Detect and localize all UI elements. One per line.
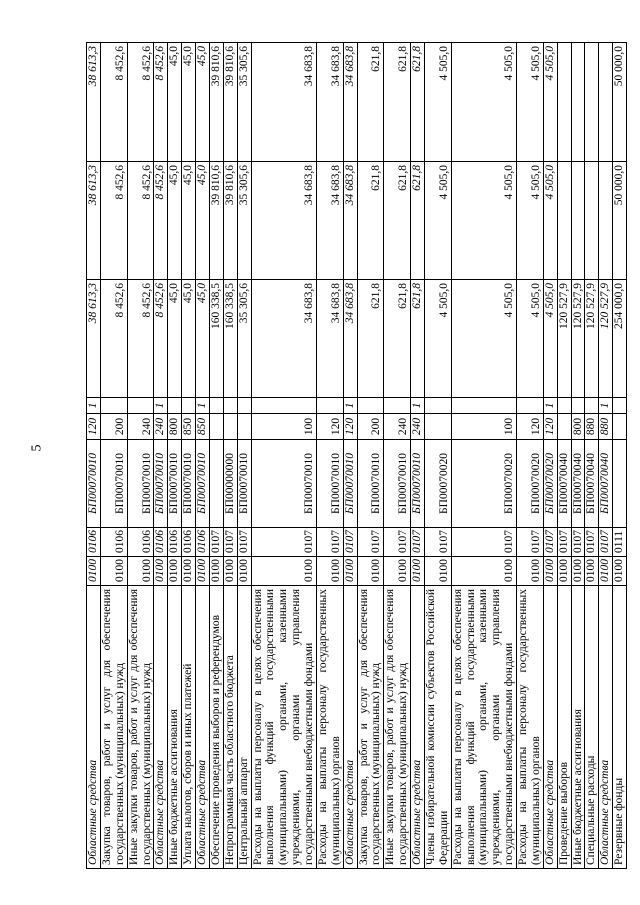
amount-year-1: 4 505,0	[517, 280, 544, 398]
source-code	[251, 398, 316, 414]
target-article-code: БП00070040	[557, 440, 571, 528]
amount-year-1: 34 683,8	[251, 280, 316, 398]
subsection-code: 0107	[384, 528, 411, 557]
expense-type-code	[424, 414, 451, 440]
amount-year-3: 4 505,0	[451, 43, 516, 162]
table-row	[237, 43, 251, 869]
row-name: Специальные расходы	[585, 586, 599, 869]
amount-year-2: 38 613,3	[87, 162, 101, 280]
expense-type-code: 880	[585, 414, 599, 440]
amount-year-3: 45,0	[182, 43, 196, 162]
target-article-code: БП00070010	[343, 440, 357, 528]
section-code: 0100	[343, 557, 357, 586]
target-article-code: БП00070010	[87, 440, 101, 528]
section-code: 0100	[424, 557, 451, 586]
amount-year-3	[571, 43, 585, 162]
amount-year-1: 120 527,9	[557, 280, 571, 398]
row-name: Иные закупки товаров, работ и услуг для обеспечения государственных (муниципальных) нужд	[127, 586, 154, 869]
amount-year-2: 34 683,8	[251, 162, 316, 280]
amount-year-1: 34 683,8	[343, 280, 357, 398]
source-code: 1	[154, 398, 168, 414]
source-code	[557, 398, 571, 414]
expense-type-code: 240	[127, 414, 154, 440]
source-code	[209, 398, 223, 414]
target-article-code: БП00000000	[223, 440, 237, 528]
amount-year-2: 621,8	[384, 162, 411, 280]
expense-type-code: 100	[251, 414, 316, 440]
expense-type-code: 800	[168, 414, 182, 440]
subsection-code: 0106	[100, 528, 127, 557]
source-code	[451, 398, 516, 414]
amount-year-2: 35 305,6	[237, 162, 251, 280]
amount-year-2: 8 452,6	[154, 162, 168, 280]
amount-year-2: 4 505,0	[451, 162, 516, 280]
amount-year-1: 621,8	[411, 280, 425, 398]
amount-year-3: 34 683,8	[316, 43, 343, 162]
source-code: 1	[599, 398, 613, 414]
expense-type-code: 240	[154, 414, 168, 440]
subsection-code: 0107	[517, 528, 544, 557]
row-name: Резервные фонды	[613, 586, 627, 869]
section-code: 0100	[613, 557, 627, 586]
amount-year-2	[585, 162, 599, 280]
source-code	[357, 398, 384, 414]
amount-year-1: 35 305,6	[237, 280, 251, 398]
row-name: Иные закупки товаров, работ и услуг для обеспечения государственных (муниципальных) нужд	[384, 586, 411, 869]
expense-type-code	[209, 414, 223, 440]
table-row	[543, 43, 557, 869]
target-article-code: БП00070010	[357, 440, 384, 528]
target-article-code: БП00070010	[168, 440, 182, 528]
amount-year-2: 621,8	[357, 162, 384, 280]
amount-year-2: 621,8	[411, 162, 425, 280]
row-name: Расходы на выплаты персоналу в целях обеспечения выполнения функций государственными (муниципальными) органами, казенными учреждениями, органами управления государственными внебюджетными фондами	[451, 586, 516, 869]
amount-year-1: 160 338,5	[223, 280, 237, 398]
amount-year-1: 45,0	[168, 280, 182, 398]
row-name: Центральный аппарат	[237, 586, 251, 869]
expense-type-code	[237, 414, 251, 440]
expense-type-code	[223, 414, 237, 440]
target-article-code: БП00070010	[182, 440, 196, 528]
amount-year-2: 45,0	[196, 162, 210, 280]
source-code: 1	[411, 398, 425, 414]
row-name: Уплата налогов, сборов и иных платежей	[182, 586, 196, 869]
table-row	[154, 43, 168, 869]
source-code	[127, 398, 154, 414]
amount-year-1: 4 505,0	[424, 280, 451, 398]
expense-type-code: 240	[384, 414, 411, 440]
section-code: 0100	[223, 557, 237, 586]
section-code: 0100	[87, 557, 101, 586]
expense-type-code: 120	[517, 414, 544, 440]
source-code	[424, 398, 451, 414]
amount-year-3: 621,8	[411, 43, 425, 162]
target-article-code: БП00070010	[384, 440, 411, 528]
row-name: Проведение выборов	[557, 586, 571, 869]
expense-type-code: 200	[357, 414, 384, 440]
amount-year-3	[599, 43, 613, 162]
row-name: Областные средства	[154, 586, 168, 869]
target-article-code: БП00070020	[517, 440, 544, 528]
source-code	[613, 398, 627, 414]
subsection-code: 0107	[411, 528, 425, 557]
section-code: 0100	[585, 557, 599, 586]
subsection-code: 0107	[343, 528, 357, 557]
expense-type-code	[557, 414, 571, 440]
amount-year-1: 4 505,0	[543, 280, 557, 398]
subsection-code: 0107	[357, 528, 384, 557]
source-code	[571, 398, 585, 414]
expense-type-code: 240	[411, 414, 425, 440]
amount-year-1: 120 527,9	[571, 280, 585, 398]
row-name: Иные бюджетные ассигнования	[168, 586, 182, 869]
amount-year-1: 120 527,9	[585, 280, 599, 398]
table-row	[599, 43, 613, 869]
table-row	[87, 43, 101, 869]
table-row	[251, 43, 316, 869]
table-row	[127, 43, 154, 869]
target-article-code: БП00070040	[571, 440, 585, 528]
table-row	[411, 43, 425, 869]
amount-year-2: 34 683,8	[343, 162, 357, 280]
table-row	[517, 43, 544, 869]
source-code: 1	[543, 398, 557, 414]
source-code	[517, 398, 544, 414]
amount-year-2: 34 683,8	[316, 162, 343, 280]
target-article-code: БП00070020	[543, 440, 557, 528]
subsection-code: 0107	[223, 528, 237, 557]
row-name: Областные средства	[343, 586, 357, 869]
source-code: 1	[196, 398, 210, 414]
amount-year-1: 254 000,0	[613, 280, 627, 398]
amount-year-3: 4 505,0	[424, 43, 451, 162]
amount-year-3	[557, 43, 571, 162]
amount-year-2: 39 810,6	[223, 162, 237, 280]
source-code	[384, 398, 411, 414]
amount-year-3: 4 505,0	[543, 43, 557, 162]
amount-year-2: 39 810,6	[209, 162, 223, 280]
amount-year-2: 4 505,0	[424, 162, 451, 280]
amount-year-1: 34 683,8	[316, 280, 343, 398]
table-row	[196, 43, 210, 869]
section-code: 0100	[251, 557, 316, 586]
row-name: Расходы на выплаты персоналу государственных (муниципальных) органов	[517, 586, 544, 869]
amount-year-3: 4 505,0	[517, 43, 544, 162]
row-name: Члены избирательной комиссии субъектов Российской Федерации	[424, 586, 451, 869]
amount-year-2: 50 000,0	[613, 162, 627, 280]
amount-year-3: 8 452,6	[100, 43, 127, 162]
subsection-code: 0107	[209, 528, 223, 557]
table-row	[384, 43, 411, 869]
table-row	[613, 43, 627, 869]
section-code: 0100	[237, 557, 251, 586]
section-code: 0100	[357, 557, 384, 586]
row-name: Непрограммная часть областного бюджета	[223, 586, 237, 869]
target-article-code	[613, 440, 627, 528]
row-name: Закупка товаров, работ и услуг для обеспечения государственных (муниципальных) нужд	[100, 586, 127, 869]
table-row	[424, 43, 451, 869]
section-code: 0100	[316, 557, 343, 586]
amount-year-2: 45,0	[182, 162, 196, 280]
section-code: 0100	[168, 557, 182, 586]
expense-type-code: 120	[316, 414, 343, 440]
source-code	[168, 398, 182, 414]
section-code: 0100	[571, 557, 585, 586]
source-code	[237, 398, 251, 414]
subsection-code: 0107	[451, 528, 516, 557]
amount-year-1: 621,8	[384, 280, 411, 398]
expense-type-code: 120	[87, 414, 101, 440]
amount-year-1: 38 613,3	[87, 280, 101, 398]
table-row	[557, 43, 571, 869]
subsection-code: 0107	[543, 528, 557, 557]
section-code: 0100	[209, 557, 223, 586]
amount-year-3: 34 683,8	[251, 43, 316, 162]
subsection-code: 0107	[237, 528, 251, 557]
target-article-code: БП00070010	[411, 440, 425, 528]
subsection-code: 0106	[182, 528, 196, 557]
target-article-code: БП00070010	[251, 440, 316, 528]
table-row	[223, 43, 237, 869]
amount-year-1: 8 452,6	[154, 280, 168, 398]
expense-type-code: 100	[451, 414, 516, 440]
amount-year-3: 8 452,6	[127, 43, 154, 162]
budget-table	[86, 42, 627, 869]
amount-year-2: 45,0	[168, 162, 182, 280]
table-row	[357, 43, 384, 869]
amount-year-2	[557, 162, 571, 280]
section-code: 0100	[557, 557, 571, 586]
subsection-code: 0107	[424, 528, 451, 557]
row-name: Областные средства	[599, 586, 613, 869]
amount-year-3: 38 613,3	[87, 43, 101, 162]
subsection-code: 0106	[87, 528, 101, 557]
amount-year-2: 4 505,0	[543, 162, 557, 280]
amount-year-3: 34 683,8	[343, 43, 357, 162]
row-name: Расходы на выплаты персоналу государственных (муниципальных) органов	[316, 586, 343, 869]
row-name: Областные средства	[196, 586, 210, 869]
subsection-code: 0106	[127, 528, 154, 557]
subsection-code: 0107	[316, 528, 343, 557]
subsection-code: 0106	[168, 528, 182, 557]
amount-year-1: 4 505,0	[451, 280, 516, 398]
source-code	[223, 398, 237, 414]
subsection-code: 0107	[557, 528, 571, 557]
target-article-code: БП00070010	[237, 440, 251, 528]
amount-year-2: 8 452,6	[127, 162, 154, 280]
section-code: 0100	[196, 557, 210, 586]
amount-year-1: 8 452,6	[127, 280, 154, 398]
amount-year-2: 8 452,6	[100, 162, 127, 280]
expense-type-code: 120	[343, 414, 357, 440]
source-code	[182, 398, 196, 414]
amount-year-1: 621,8	[357, 280, 384, 398]
subsection-code: 0107	[585, 528, 599, 557]
target-article-code	[209, 440, 223, 528]
rotated-table-wrapper	[86, 43, 627, 869]
section-code: 0100	[127, 557, 154, 586]
expense-type-code: 800	[571, 414, 585, 440]
table-row	[182, 43, 196, 869]
source-code	[316, 398, 343, 414]
target-article-code: БП00070010	[196, 440, 210, 528]
target-article-code: БП00070010	[100, 440, 127, 528]
expense-type-code: 850	[196, 414, 210, 440]
section-code: 0100	[599, 557, 613, 586]
amount-year-2	[571, 162, 585, 280]
table-body	[87, 43, 627, 869]
table-row	[209, 43, 223, 869]
amount-year-2	[599, 162, 613, 280]
subsection-code: 0111	[613, 528, 627, 557]
section-code: 0100	[182, 557, 196, 586]
subsection-code: 0106	[196, 528, 210, 557]
expense-type-code: 880	[599, 414, 613, 440]
amount-year-3: 621,8	[384, 43, 411, 162]
table-row	[451, 43, 516, 869]
subsection-code: 0107	[251, 528, 316, 557]
amount-year-1: 120 527,9	[599, 280, 613, 398]
source-code: 1	[343, 398, 357, 414]
amount-year-3: 45,0	[168, 43, 182, 162]
section-code: 0100	[384, 557, 411, 586]
table-row	[571, 43, 585, 869]
target-article-code: БП00070040	[599, 440, 613, 528]
source-code	[585, 398, 599, 414]
target-article-code: БП00070020	[451, 440, 516, 528]
subsection-code: 0106	[154, 528, 168, 557]
target-article-code: БП00070040	[585, 440, 599, 528]
row-name: Областные средства	[411, 586, 425, 869]
target-article-code: БП00070010	[316, 440, 343, 528]
row-name: Областные средства	[543, 586, 557, 869]
section-code: 0100	[100, 557, 127, 586]
amount-year-3: 35 305,6	[237, 43, 251, 162]
amount-year-1: 45,0	[196, 280, 210, 398]
source-code	[100, 398, 127, 414]
subsection-code: 0107	[599, 528, 613, 557]
row-name: Областные средства	[87, 586, 101, 869]
amount-year-2: 4 505,0	[517, 162, 544, 280]
expense-type-code	[613, 414, 627, 440]
section-code: 0100	[517, 557, 544, 586]
amount-year-3	[585, 43, 599, 162]
section-code: 0100	[154, 557, 168, 586]
page-number: 5	[29, 444, 45, 452]
source-code: 1	[87, 398, 101, 414]
subsection-code: 0107	[571, 528, 585, 557]
amount-year-1: 8 452,6	[100, 280, 127, 398]
expense-type-code: 200	[100, 414, 127, 440]
amount-year-3: 50 000,0	[613, 43, 627, 162]
table-row	[585, 43, 599, 869]
table-row	[100, 43, 127, 869]
row-name: Расходы на выплаты персоналу в целях обеспечения выполнения функций государственными (муниципальными) органами, казенными учреждениями, органами управления государственными внебюджетными фондами	[251, 586, 316, 869]
amount-year-3: 39 810,6	[209, 43, 223, 162]
table-row	[168, 43, 182, 869]
expense-type-code: 850	[182, 414, 196, 440]
section-code: 0100	[543, 557, 557, 586]
section-code: 0100	[411, 557, 425, 586]
target-article-code: БП00070010	[154, 440, 168, 528]
amount-year-3: 8 452,6	[154, 43, 168, 162]
table-row	[343, 43, 357, 869]
amount-year-3: 45,0	[196, 43, 210, 162]
amount-year-3: 39 810,6	[223, 43, 237, 162]
expense-type-code: 120	[543, 414, 557, 440]
amount-year-1: 160 338,5	[209, 280, 223, 398]
target-article-code: БП00070010	[127, 440, 154, 528]
row-name: Обеспечение проведения выборов и референдумов	[209, 586, 223, 869]
target-article-code: БП00070020	[424, 440, 451, 528]
section-code: 0100	[451, 557, 516, 586]
amount-year-1: 45,0	[182, 280, 196, 398]
row-name: Иные бюджетные ассигнования	[571, 586, 585, 869]
table-row	[316, 43, 343, 869]
row-name: Закупка товаров, работ и услуг для обеспечения государственных (муниципальных) нужд	[357, 586, 384, 869]
amount-year-3: 621,8	[357, 43, 384, 162]
